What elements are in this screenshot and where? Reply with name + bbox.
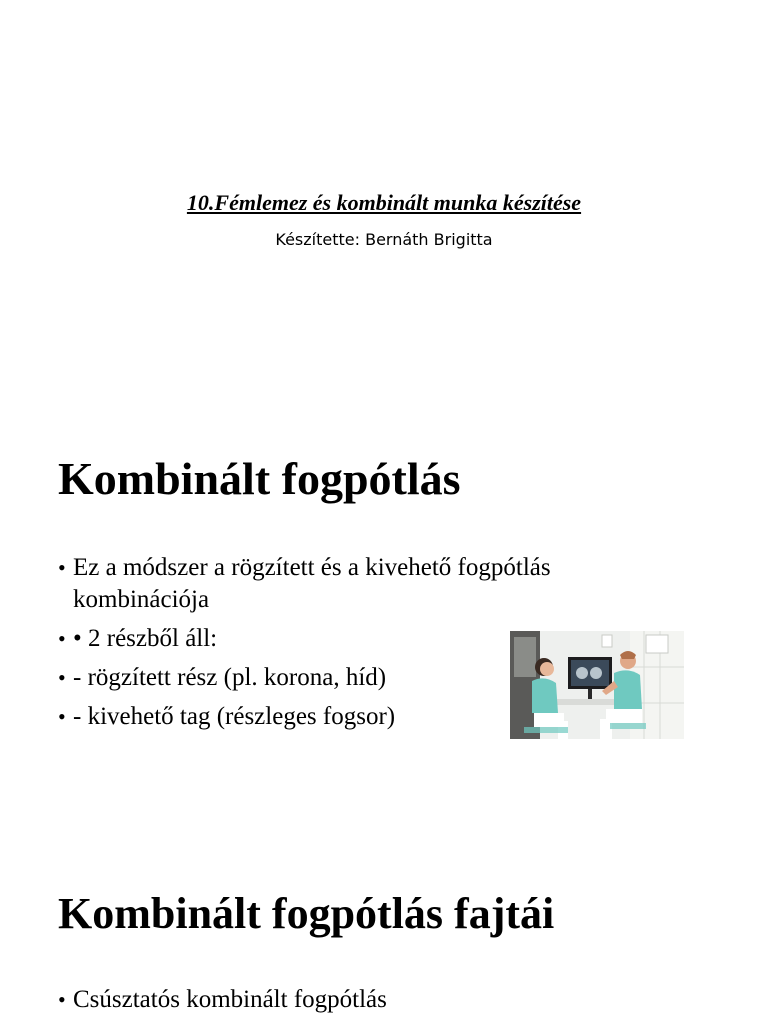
slide-heading: Kombinált fogpótlás fajtái bbox=[58, 889, 555, 938]
author-line: Készítette: Bernáth Brigitta bbox=[275, 230, 493, 249]
clinic-illustration bbox=[510, 631, 684, 739]
bullet-item: • - rögzített rész (pl. korona, híd) bbox=[58, 662, 658, 694]
bullet-item: • - kivehető tag (részleges fogsor) bbox=[58, 701, 658, 733]
document-title: 10.Fémlemez és kombinált munka készítése bbox=[186, 190, 582, 215]
bullet-item: • • 2 részből áll: bbox=[58, 623, 658, 655]
slide-types bbox=[0, 850, 768, 1024]
title-slide bbox=[0, 0, 768, 400]
slide-heading: Kombinált fogpótlás bbox=[58, 453, 461, 504]
bullet-list bbox=[58, 984, 658, 1023]
slide-combined-prosthesis bbox=[0, 420, 768, 820]
dental-clinic-photo bbox=[510, 631, 684, 739]
bullet-item: • Csúsztatós kombinált fogpótlás bbox=[58, 984, 658, 1016]
bullet-item: • Ez a módszer a rögzített és a kivehető fogpótlás kombinációja bbox=[58, 552, 658, 616]
